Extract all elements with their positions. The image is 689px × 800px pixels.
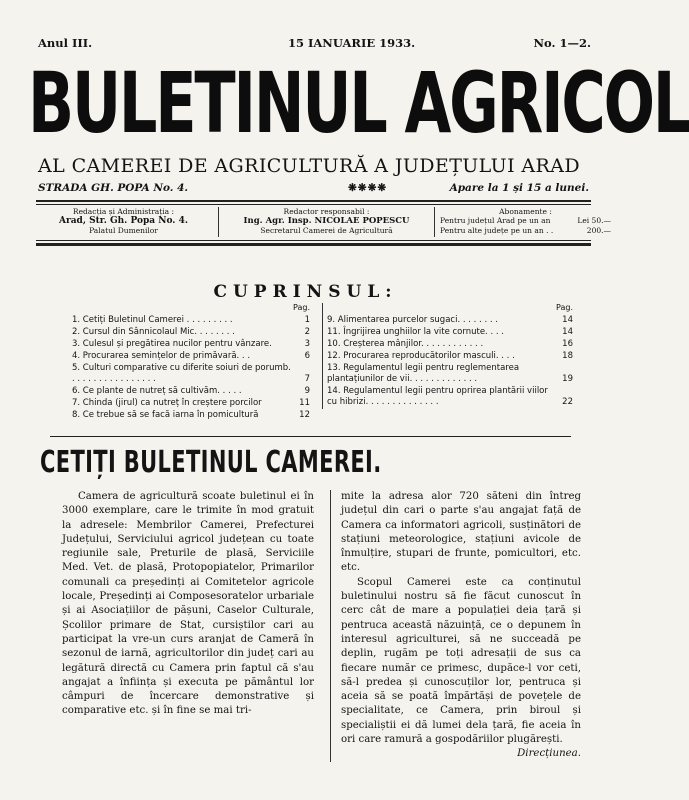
contents-item: [72, 398, 310, 409]
contents-left-column: [72, 303, 310, 422]
contents-item-page: 2: [304, 327, 310, 337]
contents-item-page: 6: [304, 351, 310, 361]
article-left-column: [62, 490, 314, 719]
divider: [36, 200, 591, 202]
contents-item-title: 6. Ce plante de nutreț să cultivăm. . . . .: [72, 386, 242, 396]
ornament: ❋❋❋❋: [348, 182, 388, 194]
redactor-label: Redactor responsabil :: [283, 207, 370, 216]
article-signature: Direcțiunea.: [517, 748, 581, 760]
article-paragraph: mite la adresa alor 720 săteni din întreg județul din cari o parte s'au angajat față de Camera ca informatori agricoli, susținători de stațiuni meteorologice, stațiuni avicole de înmulțire, stupari de frunte, pomicultori, etc. etc.: [341, 491, 581, 574]
contents-item: [72, 363, 310, 385]
abonament-text: Pentru județul Arad pe un an: [440, 216, 551, 225]
contents-item-title: 12. Procurarea reproducătorilor masculi. . . .: [327, 351, 515, 361]
contents-item-title: 3. Culesul și pregătirea nucilor pentru vânzare.: [72, 339, 272, 349]
article-right-column: [330, 490, 581, 762]
contents-item-page: 16: [562, 339, 573, 349]
article-paragraph: Scopul Camerei este ca conținutul buletinului nostru să fie făcut cunoscut în cerc cât de mare a populației deia țară și pentruca această năzuință, ce o depunem în interesul agriculturei, să ne succeadă pe deplin, rugăm pe toți adresații de sus ca fiecare număr ce primesc, dupăce-l vor ceti, să-l predea și cunoscuților lor, pentruca și aceia să se poată împărtăși de povețele de specialitate, ce Camera, prin biroul și specialiștii ei dă lumei dela țară, fie aceia în ori care ramură a gospodăriilor plugărești.: [341, 576, 581, 746]
redactor-block: [218, 207, 435, 237]
contents-item-title: 5. Culturi comparative cu diferite soiuri de porumb. . . . . . . . . . . . . . . . .: [72, 363, 291, 384]
contents-item-title: 8. Ce trebue să se facă iarna în pomicultură: [72, 410, 259, 420]
contents-item-page: 22: [562, 397, 573, 407]
contents-item-page: 12: [299, 410, 310, 420]
street-address: STRADA GH. POPA No. 4.: [38, 182, 189, 194]
abonamente-block: [440, 207, 611, 237]
issue-date: 15 IANUARIE 1933.: [288, 36, 416, 50]
info-box: [36, 207, 611, 237]
contents-item: [327, 315, 573, 326]
contents-item: [72, 339, 310, 350]
address-line: [38, 182, 589, 198]
divider: [36, 240, 591, 241]
contents-item-title: 14. Regulamentul legii pentru oprirea plantării viilor cu hibrizi. . . . . . . . . . . . . .: [327, 386, 548, 407]
redactia-building: Palatul Dumenilor: [89, 226, 158, 235]
contents-item-title: 13. Regulamentul legii pentru reglementarea plantațiunilor de vii. . . . . . . . . . . . .: [327, 363, 520, 384]
redactia-address: Arad, Str. Gh. Popa No. 4.: [59, 216, 188, 226]
divider: [50, 436, 571, 437]
contents-item: [327, 351, 573, 362]
page-header-label: Pag.: [556, 303, 573, 312]
contents-item-title: 9. Alimentarea purcelor sugaci. . . . . . . .: [327, 315, 498, 325]
contents-item: [72, 315, 310, 326]
redactor-name: Ing. Agr. Insp. NICOLAE POPESCU: [243, 216, 410, 226]
issue-number: No. 1—2.: [533, 36, 591, 50]
abonament-text: Pentru alte județe pe un an . .: [440, 226, 554, 235]
contents-item: [72, 327, 310, 338]
article-headline: CETIȚI BULETINUL CAMEREI.: [40, 445, 382, 480]
masthead-title: BULETINUL AGRICOL: [28, 54, 689, 152]
contents-item: [327, 363, 573, 385]
masthead-subtitle: AL CAMEREI DE AGRICULTURĂ A JUDEȚULUI ARAD: [38, 155, 580, 177]
contents-item: [327, 339, 573, 350]
contents-item-title: 2. Cursul din Sânnicolaul Mic. . . . . . . .: [72, 327, 235, 337]
contents-item-page: 7: [304, 374, 310, 384]
abonament-value: Lei 50.—: [577, 216, 611, 225]
article-paragraph: Camera de agricultură scoate buletinul ei în 3000 exemplare, care le trimite în mod gratuit la adresele: Membrilor Camerei, Prefecturei Județului, Serviciului agricol județean cu toate regiunile sale, Preturile de plasă, Serviciile Med. Vet. de plasă, Protopopiatelor, Primarilor comunali ca președinți ai Comitetelor agricole locale, Președinți ai Composesoratelor urbariale și ai Asociațiilor de pășuni, Caselor Culturale, Școlilor primare de Stat, cursiștilor cari au participat la vre-un curs aranjat de Cameră în sezonul de iarnă, agricultorilor din județ cari au legătură directă cu Camera prin faptul că s'au angajat a înființa și executa pe pământul lor câmpuri de încercare demonstrative și comparative etc. și în fine se mai tri-: [62, 491, 314, 717]
contents-item-page: 3: [304, 339, 310, 349]
abonamente-label: Abonamente :: [499, 207, 552, 216]
year-label: Anul III.: [38, 36, 93, 50]
contents-item-title: 1. Cetiți Buletinul Camerei . . . . . . . . .: [72, 315, 233, 325]
contents-item-page: 14: [562, 315, 573, 325]
redactor-role: Secretarul Camerei de Agricultură: [260, 226, 393, 235]
contents-item: [72, 351, 310, 362]
contents-item: [327, 327, 573, 338]
divider: [36, 204, 591, 205]
divider: [36, 243, 591, 246]
contents-item-page: 9: [304, 386, 310, 396]
redactia-block: [36, 207, 211, 237]
redactia-label: Redacția și Administrația :: [72, 207, 175, 216]
issue-header: [38, 36, 591, 54]
publication-schedule: Apare la 1 și 15 a lunei.: [449, 182, 589, 194]
contents-item: [327, 386, 573, 408]
abonament-row: [440, 226, 611, 236]
contents-item: [72, 386, 310, 397]
abonament-value: 200.—: [586, 226, 611, 235]
page-header-label: Pag.: [293, 303, 310, 312]
contents-right-column: [322, 303, 573, 409]
contents-item-title: 10. Creșterea mânjilor. . . . . . . . . . . .: [327, 339, 484, 349]
contents-item-title: 4. Procurarea semințelor de primăvară. . .: [72, 351, 251, 361]
contents-item-title: 11. Îngrijirea unghiilor la vite cornute. . . .: [327, 327, 504, 337]
contents-item-page: 18: [562, 351, 573, 361]
contents-item: [72, 410, 310, 421]
contents-item-page: 1: [304, 315, 310, 325]
contents-item-page: 14: [562, 327, 573, 337]
abonament-row: [440, 216, 611, 226]
contents-title: CUPRINSUL:: [213, 282, 398, 302]
contents-item-page: 19: [562, 374, 573, 384]
contents-item-title: 7. Chinda (jirul) ca nutreț în creștere porcilor: [72, 398, 262, 408]
contents-item-page: 11: [299, 398, 310, 408]
